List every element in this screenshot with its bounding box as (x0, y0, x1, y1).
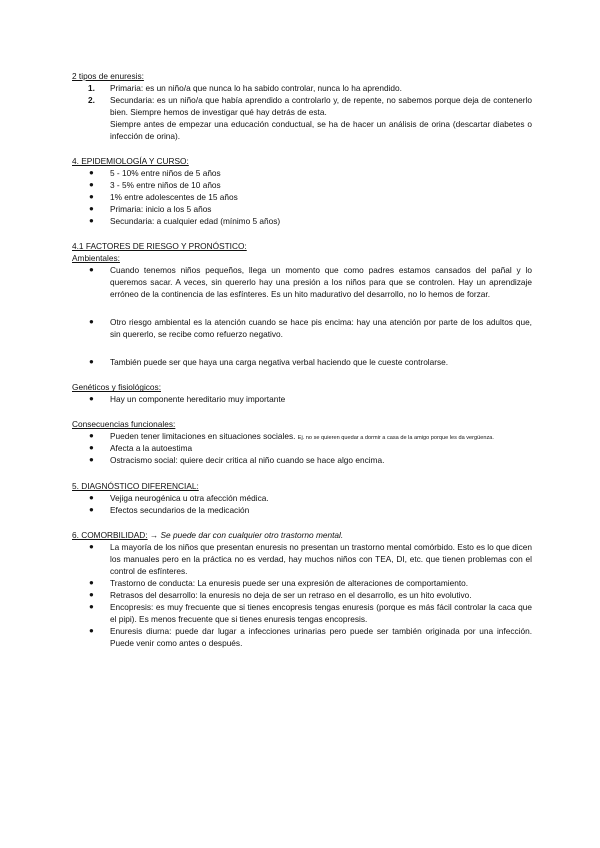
bullet-icon: ● (89, 601, 94, 611)
list-item: ● Primaria: inicio a los 5 años (89, 204, 212, 215)
list-number: 1. (88, 83, 95, 94)
bullet-icon: ● (89, 357, 94, 367)
bullet-icon: ● (89, 216, 94, 226)
document-content (72, 70, 532, 649)
subheading-ambientales: Ambientales: (72, 253, 120, 264)
list-item: ● Trastorno de conducta: La enuresis puede ser una expresión de alteraciones de comportamiento. (89, 577, 469, 588)
bullet-icon: ● (89, 394, 94, 404)
section-heading-tipos: 2 tipos de enuresis: (72, 71, 144, 81)
subheading-geneticos: Genéticos y fisiológicos: (72, 382, 162, 393)
bullet-icon: ● (89, 443, 94, 453)
geneticos-list (72, 393, 532, 405)
list-number: 2. (88, 95, 95, 106)
list-item: ● La mayoría de los niños que presentan enuresis no presentan un trastorno mental comórbido. Esto es lo que dicen los manuales pero en la práctica no es verdad, hay muchos niños con TEA, DI, etc. que tienen problemas con el control de esfínteres. (89, 541, 533, 576)
list-item: ● Cuando tenemos niños pequeños, llega un momento que como padres estamos cansados del pañal y lo queremos sacar. A veces, sin quererlo hay una presión a los niños para que se controlen. Hay un aprendizaje erróneo de la continencia de las esfínteres. Es un hito madurativo del desarrollo, no lo hemos de forzar. (89, 265, 532, 300)
consecuencias-list (72, 430, 532, 466)
list-item: ● 5 - 10% entre niños de 5 años (89, 168, 221, 179)
list-item: ● Secundaria: a cualquier edad (mínimo 5 años) (89, 216, 281, 227)
bullet-icon: ● (89, 577, 94, 587)
bullet-icon: ● (89, 168, 94, 178)
bullet-icon: ● (89, 589, 94, 599)
ambientales-list (72, 264, 532, 368)
bullet-icon: ● (89, 431, 94, 441)
bullet-icon: ● (89, 265, 94, 275)
list-item: ● Efectos secundarios de la medicación (89, 504, 250, 515)
list-item: 2. Secundaria: es un niño/a que había aprendido a controlarlo y, de repente, no sabemos porque deja de contenerlo bien. Siempre hemos de investigar qué hay detrás de esta. (88, 95, 532, 118)
list-item: ● 3 - 5% entre niños de 10 años (89, 180, 221, 191)
example-note: Ej. no se quieren quedar a dormir a casa de la amigo porque les da vergüenza. (297, 435, 494, 442)
list-item: ● Pueden tener limitaciones en situaciones sociales. Ej. no se quieren quedar a dormir a casa de la amigo porque les da vergüenza. (89, 431, 494, 442)
list-item: ● Afecta a la autoestima (89, 443, 193, 454)
note-paragraph: Siempre antes de empezar una educación conductual, se ha de hacer un análisis de orina (descartar diabetes o infección de orina). (110, 119, 532, 142)
bullet-icon: ● (89, 625, 94, 635)
section-heading-factores: 4.1 FACTORES DE RIESGO Y PRONÓSTICO: (72, 241, 247, 252)
list-item: ● 1% entre adolescentes de 15 años (89, 192, 238, 203)
list-item: ● Otro riesgo ambiental es la atención cuando se hace pis encima: hay una atención por parte de los adultos que, sin quererlo, se recibe como refuerzo negativo. (89, 317, 532, 340)
bullet-icon: ● (89, 504, 94, 514)
bullet-icon: ● (89, 180, 94, 190)
diagnostico-list (72, 492, 532, 516)
list-item: ● También puede ser que haya una carga negativa verbal haciendo que le cueste controlarse. (89, 357, 449, 368)
section-heading-diagnostico: 5. DIAGNÓSTICO DIFERENCIAL: (72, 480, 199, 491)
comorbilidad-heading-line (72, 529, 532, 541)
list-item: ● Hay un componente hereditario muy importante (89, 394, 286, 405)
section-heading-comorbilidad: 6. COMORBILIDAD: (72, 529, 148, 540)
epidemiologia-list (72, 167, 532, 227)
subheading-consecuencias: Consecuencias funcionales: (72, 419, 176, 430)
bullet-icon: ● (89, 541, 94, 551)
list-item: ● Encopresis: es muy frecuente que si tienes encopresis tengas enuresis (porque es más fácil controlar la caca que el pipi). Es menos frecuente que si tienes enuresis tengas encopresis. (89, 601, 532, 624)
list-item: ● Retrasos del desarrollo: la enuresis no deja de ser un retraso en el desarrollo, es un hito evolutivo. (89, 589, 472, 600)
bullet-icon: ● (89, 192, 94, 202)
list-item: 1. Primaria: es un niño/a que nunca lo ha sabido controlar, nunca lo ha aprendido. (88, 83, 402, 94)
comorbilidad-intro: → Se puede dar con cualquier otro trastorno mental. (149, 529, 344, 540)
list-item: ● Enuresis diurna: puede dar lugar a infecciones urinarias pero puede ser también originada por una infección. Puede venir como antes o después. (89, 625, 532, 648)
bullet-icon: ● (89, 204, 94, 214)
list-item: ● Vejiga neurogénica u otra afección médica. (89, 492, 269, 503)
bullet-icon: ● (89, 317, 94, 327)
tipos-list (72, 82, 532, 118)
list-item: ● Ostracismo social: quiere decir critica al niño cuando se hace algo encima. (89, 455, 385, 466)
section-heading-epidemiologia: 4. EPIDEMIOLOGÍA Y CURSO: (72, 156, 189, 167)
bullet-icon: ● (89, 492, 94, 502)
bullet-icon: ● (89, 455, 94, 465)
comorbilidad-list (72, 541, 532, 649)
